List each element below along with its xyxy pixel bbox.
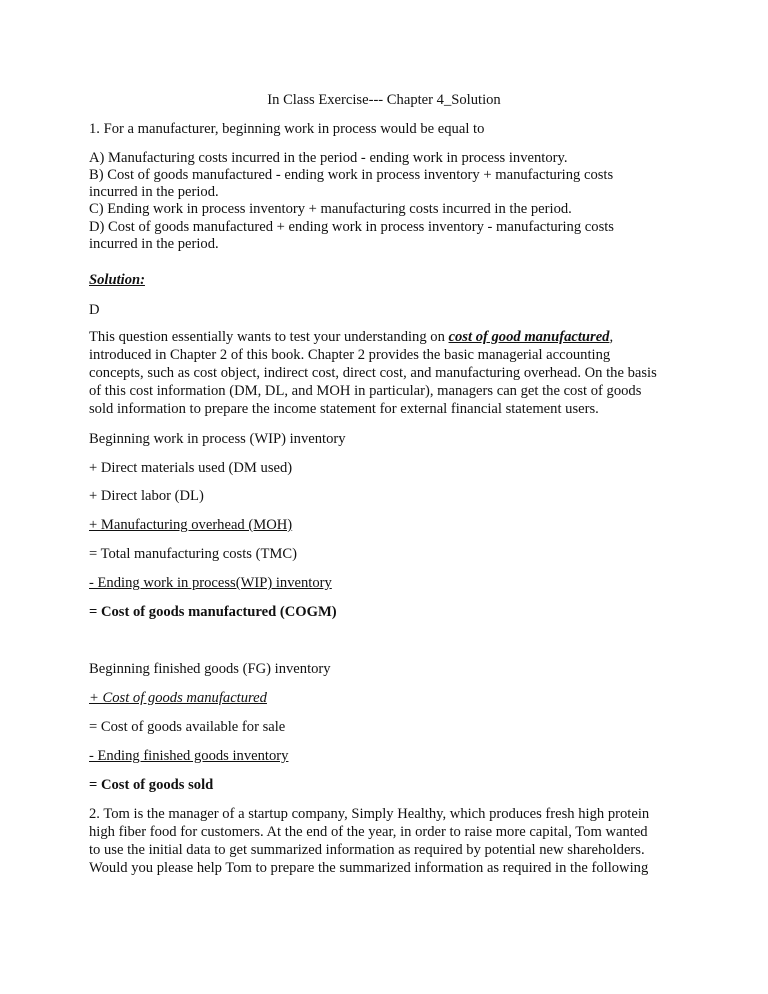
question-2-line-2: high fiber food for customers. At the end of the year, in order to raise more capital, Tom wanted — [89, 824, 648, 840]
explanation-text: This question essentially wants to test your understanding on — [89, 329, 449, 345]
solution-heading: Solution: — [89, 272, 145, 288]
cogm-total: = Cost of goods manufactured (COGM) — [89, 604, 337, 620]
cogm-line-4: + Manufacturing overhead (MOH) — [89, 517, 293, 533]
cogm-line-5: = Total manufacturing costs (TMC) — [89, 546, 297, 562]
option-d-cont: incurred in the period. — [89, 236, 219, 252]
question-1-stem: 1. For a manufacturer, beginning work in process would be equal to — [89, 121, 485, 137]
option-b-cont: incurred in the period. — [89, 184, 219, 200]
cogm-line-1: Beginning work in process (WIP) inventory — [89, 431, 346, 447]
explanation-line-5: sold information to prepare the income statement for external financial statement users. — [89, 401, 599, 417]
question-2-line-3: to use the initial data to get summarized information as required by potential new shareholders. — [89, 842, 645, 858]
option-d: D) Cost of goods manufactured + ending work in process inventory - manufacturing costs — [89, 219, 614, 235]
question-2-line-1: 2. Tom is the manager of a startup company, Simply Healthy, which produces fresh high protein — [89, 806, 650, 822]
explanation-line-1 — [89, 328, 613, 346]
cogs-line-3: = Cost of goods available for sale — [89, 719, 286, 735]
cogs-line-4: - Ending finished goods inventory — [89, 748, 289, 764]
option-c: C) Ending work in process inventory + manufacturing costs incurred in the period. — [89, 201, 572, 217]
cogs-line-2: + Cost of goods manufactured — [89, 690, 267, 706]
explanation-line-3: concepts, such as cost object, indirect cost, direct cost, and manufacturing overhead. On the basis — [89, 365, 657, 381]
cogs-total: = Cost of goods sold — [89, 777, 214, 793]
option-a: A) Manufacturing costs incurred in the period - ending work in process inventory. — [89, 150, 568, 166]
explanation-line-4: of this cost information (DM, DL, and MOH in particular), managers can get the cost of goods — [89, 383, 642, 399]
question-2-line-4: Would you please help Tom to prepare the summarized information as required in the following — [89, 860, 649, 876]
explanation-punct: , — [609, 329, 614, 345]
cogm-line-6: - Ending work in process(WIP) inventory — [89, 575, 332, 591]
cogm-line-3: + Direct labor (DL) — [89, 488, 204, 504]
key-term: cost of good manufactured — [448, 329, 610, 345]
explanation-line-2: introduced in Chapter 2 of this book. Chapter 2 provides the basic managerial accounting — [89, 347, 611, 363]
option-b: B) Cost of goods manufactured - ending work in process inventory + manufacturing costs — [89, 167, 614, 183]
cogs-line-1: Beginning finished goods (FG) inventory — [89, 661, 331, 677]
answer: D — [89, 302, 100, 318]
page-title: In Class Exercise--- Chapter 4_Solution — [267, 92, 501, 108]
cogm-line-2: + Direct materials used (DM used) — [89, 460, 293, 476]
